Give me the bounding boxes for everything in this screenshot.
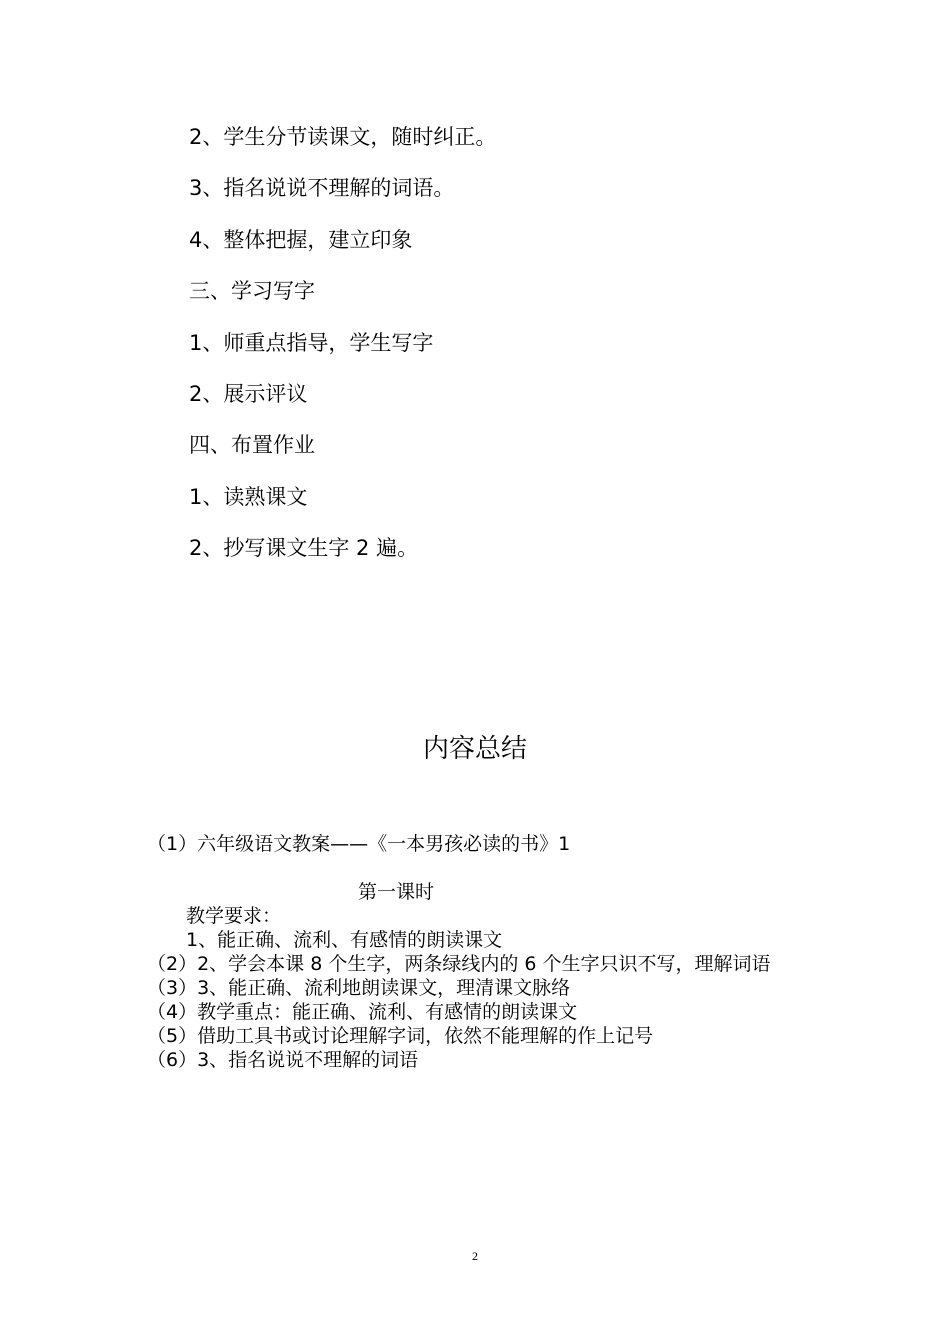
body-line-6: 2、展示评议 [189, 382, 308, 406]
summary-item-3: （3）3、能正确、流利地朗读课文，理清课文脉络 [147, 977, 571, 999]
summary-item-5: （5）借助工具书或讨论理解字词，依然不能理解的作上记号 [147, 1025, 654, 1047]
lesson-heading: 第一课时 [358, 881, 435, 903]
summary-item-1: （1）六年级语文教案——《一本男孩必读的书》1 [147, 833, 571, 855]
summary-item-6: （6）3、指名说说不理解的词语 [147, 1049, 419, 1071]
page-number: 2 [472, 1249, 478, 1263]
section-heading-homework: 四、布置作业 [189, 433, 315, 457]
summary-item-4: （4）教学重点：能正确、流利、有感情的朗读课文 [147, 1001, 578, 1023]
body-line-5: 1、师重点指导，学生写字 [189, 331, 434, 355]
summary-title: 内容总结 [422, 734, 527, 764]
summary-item-2: （2）2、学会本课 8 个生字，两条绿线内的 6 个生字只识不写，理解词语 [147, 953, 771, 975]
body-line-2: 3、指名说说不理解的词语。 [189, 176, 455, 200]
body-line-1: 2、学生分节读课文，随时纠正。 [189, 125, 497, 149]
body-line-9: 2、抄写课文生字 2 遍。 [189, 536, 419, 560]
section-heading-writing: 三、学习写字 [189, 279, 315, 303]
body-line-8: 1、读熟课文 [189, 485, 308, 509]
requirements-label: 教学要求： [186, 905, 282, 927]
requirement-1: 1、能正确、流利、有感情的朗读课文 [186, 929, 503, 951]
body-line-3: 4、整体把握，建立印象 [189, 228, 413, 252]
